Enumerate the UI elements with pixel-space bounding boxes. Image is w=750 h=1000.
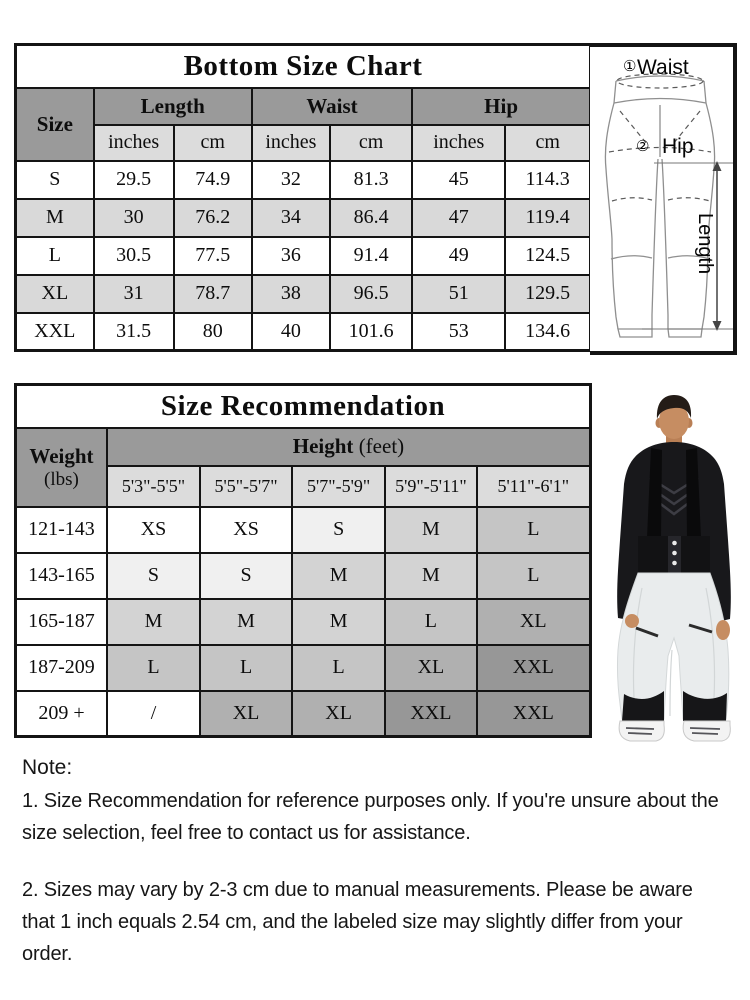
recommended-size-cell: XL	[292, 691, 385, 737]
waist-cm-cell: 81.3	[330, 161, 412, 199]
table-row	[16, 599, 591, 645]
height-header-label: Height	[292, 434, 354, 458]
note-heading: Note:	[22, 756, 73, 779]
length-in-cell: 31	[94, 275, 174, 313]
recommended-size-cell: S	[107, 553, 200, 599]
weight-range-cell: 143-165	[16, 553, 107, 599]
waist-group-header: Waist	[252, 88, 412, 125]
hip-label: Hip	[662, 135, 694, 158]
length-cm-cell: 74.9	[174, 161, 252, 199]
hip-cm-cell: 119.4	[505, 199, 590, 237]
model-hand-right	[716, 620, 730, 640]
recommended-size-cell: L	[477, 507, 591, 553]
weight-range-cell: 121-143	[16, 507, 107, 553]
weight-range-cell: 187-209	[16, 645, 107, 691]
recommended-size-cell: S	[292, 507, 385, 553]
length-cm-cell: 77.5	[174, 237, 252, 275]
model-head	[656, 395, 693, 446]
hip-cm-cell: 129.5	[505, 275, 590, 313]
waist-inches-header: inches	[252, 125, 330, 161]
note-item-1: 1. Size Recommendation for reference purposes only. If you're unsure about the size selection, feel free to contact us for assistance.	[22, 790, 719, 844]
size-cell: L	[16, 237, 94, 275]
recommended-size-cell: L	[107, 645, 200, 691]
hip-in-cell: 51	[412, 275, 505, 313]
table-row	[16, 507, 591, 553]
length-in-cell: 30.5	[94, 237, 174, 275]
recommended-size-cell: M	[292, 599, 385, 645]
model-hand-left	[625, 614, 639, 628]
size-cell: XL	[16, 275, 94, 313]
height-range-header: 5'3"-5'5"	[107, 466, 200, 507]
pants-outline	[605, 76, 714, 337]
recommended-size-cell: L	[292, 645, 385, 691]
table-row	[16, 645, 591, 691]
table-row-xxl	[16, 313, 591, 351]
units-header-row	[16, 125, 591, 161]
recommended-size-cell: M	[107, 599, 200, 645]
height-header-unit: (feet)	[358, 434, 405, 458]
length-cm-cell: 80	[174, 313, 252, 351]
waist-in-cell: 32	[252, 161, 330, 199]
group-header-row	[16, 428, 591, 466]
recommended-size-cell: M	[385, 553, 476, 599]
hip-cm-header: cm	[505, 125, 590, 161]
table-row-l	[16, 237, 591, 275]
length-cm-header: cm	[174, 125, 252, 161]
table-title-row	[16, 385, 591, 428]
hip-in-cell: 53	[412, 313, 505, 351]
model-illustration	[588, 388, 750, 748]
hip-inches-header: inches	[412, 125, 505, 161]
hip-number-icon: ②	[636, 138, 650, 155]
waist-in-cell: 40	[252, 313, 330, 351]
waist-cm-header: cm	[330, 125, 412, 161]
recommended-size-cell: XL	[385, 645, 476, 691]
pants-diagram-drawing	[590, 47, 733, 351]
recommended-size-cell: XL	[200, 691, 292, 737]
waist-number-icon: ①	[623, 58, 637, 75]
bottom-size-chart-title: Bottom Size Chart	[16, 45, 591, 88]
bottom-size-chart-table	[14, 43, 592, 352]
recommended-size-cell: /	[107, 691, 200, 737]
recommended-size-cell: XL	[477, 599, 591, 645]
waist-cm-cell: 86.4	[330, 199, 412, 237]
waist-label: Waist	[637, 56, 689, 79]
size-recommendation-table	[14, 383, 592, 738]
length-label: Length	[694, 213, 716, 275]
recommended-size-cell: M	[292, 553, 385, 599]
table-title-row	[16, 45, 591, 88]
table-row-s	[16, 161, 591, 199]
hip-in-cell: 49	[412, 237, 505, 275]
notes-section	[22, 752, 728, 995]
length-cm-cell: 78.7	[174, 275, 252, 313]
recommended-size-cell: S	[200, 553, 292, 599]
height-range-header: 5'7"-5'9"	[292, 466, 385, 507]
size-cell: XXL	[16, 313, 94, 351]
recommended-size-cell: XXL	[477, 645, 591, 691]
waist-cm-cell: 91.4	[330, 237, 412, 275]
recommended-size-cell: XXL	[477, 691, 591, 737]
note-item-2: 2. Sizes may vary by 2-3 cm due to manual measurements. Please be aware that 1 inch equals 2.54 cm, and the labeled size may slightly differ from your order.	[22, 879, 693, 965]
size-recommendation-title: Size Recommendation	[16, 385, 591, 428]
hip-in-cell: 45	[412, 161, 505, 199]
size-cell: S	[16, 161, 94, 199]
recommended-size-cell: M	[385, 507, 476, 553]
weight-range-cell: 209 +	[16, 691, 107, 737]
weight-header-unit: (lbs)	[44, 469, 79, 490]
recommended-size-cell: L	[200, 645, 292, 691]
waist-cm-cell: 96.5	[330, 275, 412, 313]
waist-in-cell: 38	[252, 275, 330, 313]
height-range-header: 5'9"-5'11"	[385, 466, 476, 507]
size-column-header: Size	[16, 88, 94, 161]
weight-header-label: Weight	[29, 444, 94, 468]
hip-group-header: Hip	[412, 88, 590, 125]
model-photo	[588, 388, 750, 748]
height-range-header: 5'11"-6'1"	[477, 466, 591, 507]
height-group-header	[107, 428, 591, 466]
recommended-size-cell: XS	[107, 507, 200, 553]
length-inches-header: inches	[94, 125, 174, 161]
weight-column-header	[16, 428, 107, 507]
length-dimension	[642, 161, 733, 331]
waist-cm-cell: 101.6	[330, 313, 412, 351]
group-header-row	[16, 88, 591, 125]
size-cell: M	[16, 199, 94, 237]
length-in-cell: 30	[94, 199, 174, 237]
model-shoes	[619, 721, 730, 741]
bib-waist-panel	[638, 536, 710, 573]
waist-in-cell: 36	[252, 237, 330, 275]
height-range-header: 5'5"-5'7"	[200, 466, 292, 507]
hip-cm-cell: 134.6	[505, 313, 590, 351]
hip-cm-cell: 124.5	[505, 237, 590, 275]
table-row	[16, 553, 591, 599]
length-group-header: Length	[94, 88, 252, 125]
table-row-xl	[16, 275, 591, 313]
recommended-size-cell: XS	[200, 507, 292, 553]
weight-range-cell: 165-187	[16, 599, 107, 645]
recommended-size-cell: XXL	[385, 691, 476, 737]
length-cm-cell: 76.2	[174, 199, 252, 237]
length-in-cell: 31.5	[94, 313, 174, 351]
hip-cm-cell: 114.3	[505, 161, 590, 199]
recommended-size-cell: M	[200, 599, 292, 645]
table-row	[16, 691, 591, 737]
length-in-cell: 29.5	[94, 161, 174, 199]
waist-in-cell: 34	[252, 199, 330, 237]
hip-in-cell: 47	[412, 199, 505, 237]
pants-measurement-diagram	[590, 43, 737, 355]
recommended-size-cell: L	[385, 599, 476, 645]
table-row-m	[16, 199, 591, 237]
recommended-size-cell: L	[477, 553, 591, 599]
